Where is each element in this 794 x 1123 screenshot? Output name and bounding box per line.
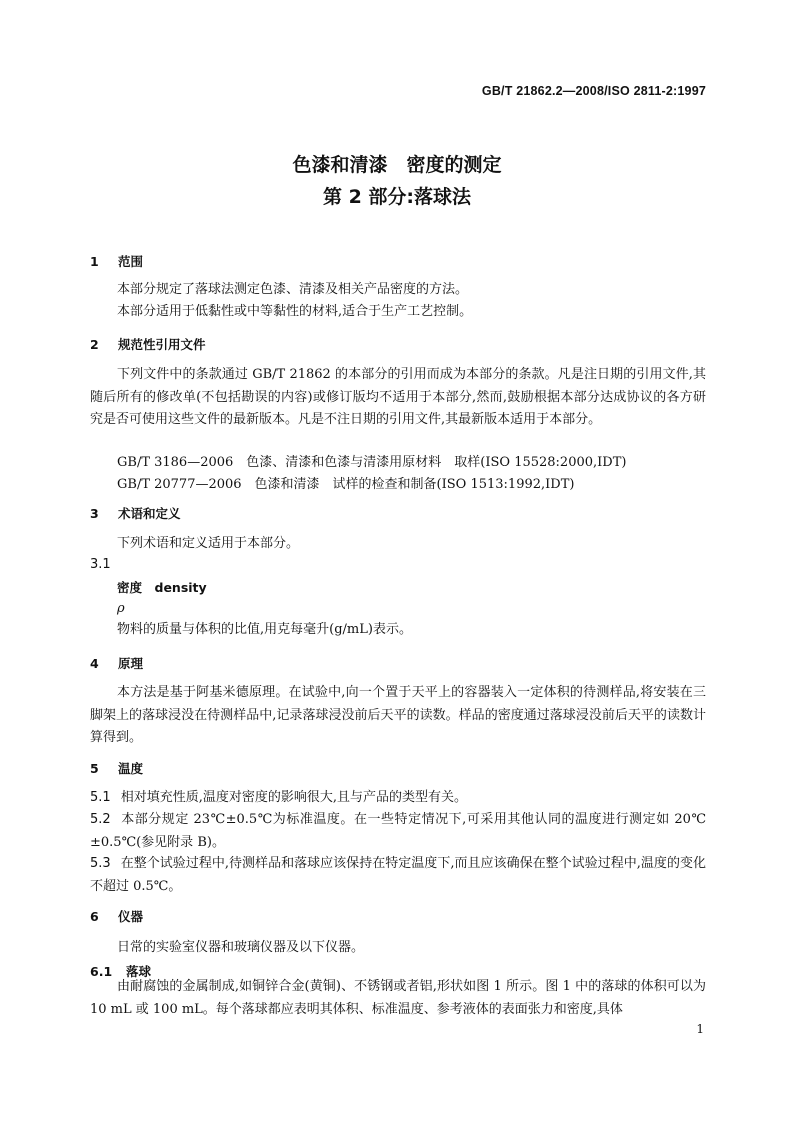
section-title: 术语和定义 — [118, 506, 181, 521]
section-4-heading — [90, 654, 143, 672]
section-2-paragraph: 下列文件中的条款通过 GB/T 21862 的本部分的引用而成为本部分的条款。凡是注日期的引用文件,其随后所有的修改单(不包括勘误的内容)或修订版均不适用于本部分,然而,鼓励根据本部分达成协议的各方研究是否可使用这些文件的最新版本。凡是不注日期的引用文件,其最新版本适用于本部分。 — [90, 367, 706, 427]
clause-number: 5.1 — [90, 790, 111, 805]
section-2-heading — [90, 335, 206, 353]
term-symbol: ρ — [117, 601, 125, 616]
clause-5-2 — [90, 809, 706, 854]
section-title: 原理 — [118, 656, 144, 671]
clause-title: 落球 — [126, 964, 152, 979]
document-title: 色漆和清漆 密度的测定 — [292, 154, 502, 176]
section-number: 2 — [90, 337, 99, 352]
section-number: 4 — [90, 656, 99, 671]
document-subtitle: 第 2 部分:落球法 — [322, 186, 472, 208]
term-definition: 物料的质量与体积的比值,用克每毫升(g/mL)表示。 — [117, 622, 412, 637]
section-3-heading — [90, 504, 181, 522]
section-5-heading — [90, 759, 143, 777]
clause-number: 3.1 — [90, 557, 111, 572]
clause-6-1-paragraph: 由耐腐蚀的金属制成,如铜锌合金(黄铜)、不锈钢或者铝,形状如图 1 所示。图 1 中的落球的体积可以为 10 mL 或 100 mL。每个落球都应表明其体积、标准温度、参考液体的表面张力和密度,具体 — [90, 979, 706, 1017]
normative-reference-1: GB/T 3186—2006 色漆、清漆和色漆与清漆用原材料 取样(ISO 15528:2000,IDT) — [117, 455, 627, 470]
section-number: 6 — [90, 909, 99, 924]
clause-5-1 — [90, 787, 706, 810]
section-1-paragraph-1: 本部分规定了落球法测定色漆、清漆及相关产品密度的方法。 — [117, 282, 469, 297]
section-title: 范围 — [118, 254, 144, 269]
section-6-paragraph: 日常的实验室仪器和玻璃仪器及以下仪器。 — [117, 940, 365, 955]
normative-reference-2: GB/T 20777—2006 色漆和清漆 试样的检查和制备(ISO 1513:1992,IDT) — [117, 477, 575, 492]
clause-number: 5.3 — [90, 856, 111, 871]
section-title: 规范性引用文件 — [118, 337, 206, 352]
section-3-paragraph: 下列术语和定义适用于本部分。 — [117, 536, 300, 551]
clause-3-1 — [90, 557, 111, 572]
standard-code: GB/T 21862.2—2008/ISO 2811-2:1997 — [481, 84, 706, 98]
clause-text: 本部分规定 23℃±0.5℃为标准温度。在一些特定情况下,可采用其他认同的温度进行测定如 20℃±0.5℃(参见附录 B)。 — [90, 812, 706, 850]
section-1-heading — [90, 252, 143, 270]
section-title: 温度 — [118, 761, 144, 776]
clause-number: 6.1 — [90, 964, 113, 979]
clause-text: 相对填充性质,温度对密度的影响很大,且与产品的类型有关。 — [120, 790, 467, 805]
section-title: 仪器 — [118, 909, 144, 924]
clause-5-3 — [90, 853, 706, 898]
section-1-paragraph-2: 本部分适用于低黏性或中等黏性的材料,适合于生产工艺控制。 — [117, 304, 473, 319]
clause-number: 5.2 — [90, 812, 111, 827]
section-4-paragraph: 本方法是基于阿基米德原理。在试验中,向一个置于天平上的容器装入一定体积的待测样品,将安装在三脚架上的落球浸没在待测样品中,记录落球浸没前后天平的读数。样品的密度通过落球浸没前后天平的读数计算得到。 — [90, 685, 706, 745]
clause-text: 在整个试验过程中,待测样品和落球应该保持在特定温度下,而且应该确保在整个试验过程中,温度的变化不超过 0.5℃。 — [90, 856, 706, 894]
term-density: 密度 density — [117, 580, 207, 595]
section-number: 3 — [90, 506, 99, 521]
section-number: 5 — [90, 761, 99, 776]
section-6-heading — [90, 907, 143, 925]
section-number: 1 — [90, 254, 99, 269]
page-number: 1 — [696, 1022, 704, 1036]
